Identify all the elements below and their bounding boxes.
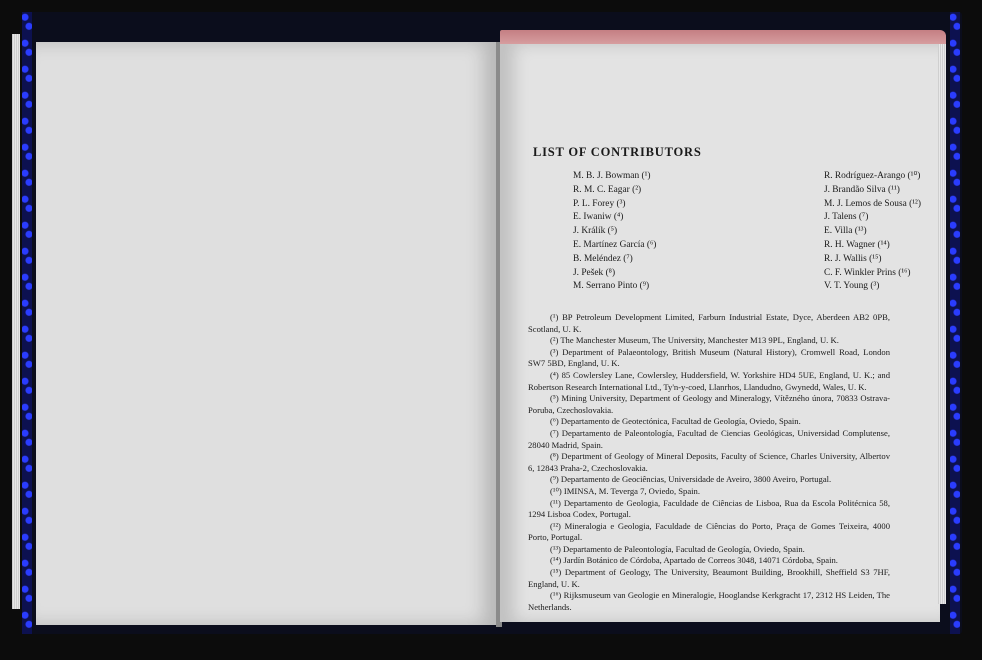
affiliation-text: Mining University, Department of Geology and Mineralogy, Vítězného února, 70833 Ostrava-Poruba, Czechoslovakia. [528, 393, 890, 415]
affiliation-text: 85 Cowlersley Lane, Cowlersley, Huddersfield, W. Yorkshire HD4 5UE, England, U. K.; and Robertson Research International Ltd., Ty'n-y-coed, Llanrhos, Llandudno, Gwynedd, Wales, U. K. [528, 369, 890, 392]
contributors-left-column [573, 170, 656, 294]
affiliation-note [528, 567, 890, 590]
contributor-entry [573, 211, 656, 225]
contributor-ref: (⁴) [613, 212, 624, 223]
contributor-ref: (¹⁶) [898, 267, 911, 278]
contributor-ref: (¹⁰) [907, 171, 921, 181]
marbled-edge-left [22, 12, 32, 634]
affiliation-text: The Manchester Museum, The University, Manchester M13 9PL, England, U. K. [560, 335, 839, 346]
affiliation-note [528, 347, 890, 370]
affiliation-text: Mineralogia e Geologia, Faculdade de Ciências do Porto, Praça de Gomes Teixeira, 4000 Porto, Portugal. [528, 520, 890, 543]
affiliation-number: (⁴) [550, 369, 559, 380]
affiliation-note [528, 544, 890, 556]
contributor-name: J. Králík [573, 226, 606, 237]
affiliation-number: (²) [550, 335, 559, 346]
contributor-name: J. Pešek [573, 267, 604, 278]
contributor-entry [573, 239, 656, 253]
affiliation-number: (¹⁴) [550, 555, 562, 566]
affiliation-note [528, 555, 890, 567]
contributor-ref: (²) [632, 184, 642, 195]
affiliation-text: Departamento de Geociências, Universidade de Aveiro, 3800 Aveiro, Portugal. [560, 474, 832, 485]
affiliation-text: Department of Geology, The University, Beaumont Building, Brookhill, Sheffield S3 7HF, England, U. K. [528, 567, 891, 589]
contributor-ref: (³) [616, 198, 626, 209]
marbled-edge-right [950, 12, 960, 634]
contributor-entry [573, 184, 656, 198]
contributor-name: E. Villa [823, 226, 853, 237]
contributor-entry [573, 170, 656, 184]
affiliation-note [528, 474, 890, 486]
contributor-name: B. Meléndez [573, 253, 621, 264]
affiliation-number: (⁷) [550, 427, 559, 438]
affiliation-number: (¹) [550, 312, 559, 322]
contributor-name: R. H. Wagner [823, 239, 876, 250]
contributor-entry [824, 211, 921, 225]
contributor-ref: (⁷) [858, 212, 869, 223]
affiliation-number: (¹⁶) [550, 590, 562, 601]
affiliation-text: IMINSA, M. Teverga 7, Oviedo, Spain. [563, 485, 700, 496]
affiliation-note [528, 370, 890, 393]
contributor-ref: (¹⁵) [869, 253, 882, 264]
contributor-entry [824, 267, 921, 281]
affiliation-number: (¹⁰) [550, 485, 562, 496]
contributor-entry [573, 198, 656, 212]
contributor-entry [824, 184, 921, 198]
affiliation-text: Departamento de Paleontología, Facultad de Ciencias Geológicas, Universidad Complutense, 28040 Madrid, Spain. [528, 427, 890, 450]
contributor-ref: (¹¹) [888, 184, 900, 195]
contributor-name: E. Martínez García [573, 239, 645, 250]
affiliation-number: (⁵) [550, 393, 559, 404]
affiliation-text: Departamento de Paleontología, Facultad de Geología, Oviedo, Spain. [563, 543, 805, 554]
affiliation-note [528, 590, 890, 613]
contributor-ref: (¹³) [854, 226, 867, 237]
affiliation-note [528, 335, 890, 347]
affiliation-note [528, 486, 890, 498]
affiliation-text: Department of Palaeontology, British Museum (Natural History), Cromwell Road, London SW7 5BD, England, U. K. [528, 346, 890, 369]
right-page-edges [938, 44, 946, 604]
affiliation-number: (⁸) [550, 451, 559, 462]
contributors-section [533, 145, 931, 294]
contributor-entry [824, 239, 921, 253]
affiliation-note [528, 521, 890, 544]
affiliation-number: (⁹) [550, 474, 559, 485]
contributor-name: V. T. Young [823, 281, 868, 292]
affiliation-text: Departamento de Geologia, Faculdade de Ciências de Lisboa, Rua da Escola Politécnica 58, 1294 Lisboa Codex, Portugal. [528, 497, 891, 520]
contributor-entry [573, 225, 656, 239]
contributor-ref: (⁶) [646, 239, 657, 250]
affiliation-text: Departamento de Geotectónica, Facultad de Geología, Oviedo, Spain. [560, 416, 801, 427]
affiliation-note [528, 312, 890, 335]
affiliation-number: (³) [550, 346, 559, 357]
affiliation-text: Rijksmuseum van Geologie en Mineralogie, Hooglandse Kerkgracht 17, 2312 HS Leiden, The Netherlands. [528, 590, 890, 612]
affiliation-number: (¹⁵) [550, 567, 562, 578]
contributor-entry [824, 280, 921, 294]
contributor-ref: (⁵) [607, 226, 618, 237]
contributor-entry [573, 267, 656, 281]
affiliation-note [528, 451, 890, 474]
affiliation-note [528, 393, 890, 416]
contributor-name: R. M. C. Eagar [573, 184, 630, 195]
contributor-name: E. Iwaniw [573, 212, 612, 223]
contributor-ref: (¹⁴) [877, 239, 890, 250]
affiliation-number: (¹³) [550, 543, 561, 554]
contributor-name: R. Rodríguez-Arango [823, 171, 906, 181]
contributor-name: J. Talens [823, 212, 857, 223]
contributor-name: P. L. Forey [573, 198, 615, 209]
affiliation-note [528, 416, 890, 428]
contributor-ref: (⁷) [623, 253, 633, 264]
affiliation-note [528, 428, 890, 451]
left-page-edges [12, 34, 20, 609]
affiliation-number: (¹¹) [550, 497, 561, 508]
affiliation-text: Jardín Botánico de Córdoba, Apartado de Correos 3048, 14071 Córdoba, Spain. [563, 555, 838, 566]
affiliation-number: (¹²) [550, 520, 561, 531]
page-heading: LIST OF CONTRIBUTORS [533, 145, 702, 159]
affiliation-number: (⁶) [550, 416, 559, 427]
contributor-ref: (¹) [641, 171, 651, 181]
contributor-name: M. J. Lemos de Sousa [823, 198, 907, 209]
contributor-entry [824, 225, 921, 239]
contributor-ref: (⁹) [639, 281, 650, 292]
contributor-name: M. Serrano Pinto [573, 281, 638, 292]
contributor-entry [824, 253, 921, 267]
contributors-columns [573, 170, 921, 294]
left-page-blank [36, 42, 498, 625]
affiliation-note [528, 498, 890, 521]
contributor-ref: (⁸) [605, 267, 616, 278]
contributor-name: J. Brandão Silva [823, 184, 886, 195]
contributor-name: R. J. Wallis [823, 253, 867, 264]
contributor-entry [573, 253, 656, 267]
affiliation-text: BP Petroleum Development Limited, Farburn Industrial Estate, Dyce, Aberdeen AB2 0PB, Scotland, U. K. [528, 312, 890, 334]
contributor-entry [573, 280, 656, 294]
contributor-name: M. B. J. Bowman [573, 171, 640, 181]
contributor-entry [824, 170, 921, 184]
contributor-entry [824, 198, 921, 212]
contributors-right-column [824, 170, 921, 294]
affiliation-notes [528, 312, 890, 613]
affiliation-text: Department of Geology of Mineral Deposits, Faculty of Science, Charles University, Albertov 6, 12843 Praha-2, Czechoslovakia. [528, 451, 890, 473]
contributor-ref: (¹²) [909, 198, 921, 209]
contributor-name: C. F. Winkler Prins [823, 267, 896, 278]
contributor-ref: (³) [870, 281, 880, 292]
